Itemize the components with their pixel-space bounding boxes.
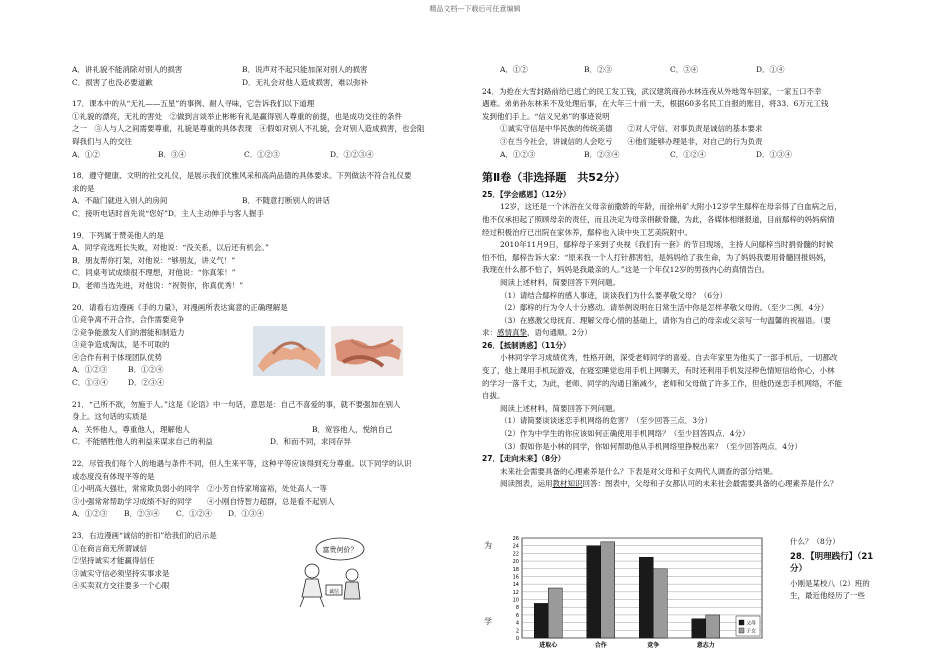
y-tick-label: 0 [515, 636, 519, 642]
q20-opt-a[interactable]: A．①②③ [72, 365, 108, 375]
q24-opt-a[interactable]: A．①②③ [500, 149, 536, 159]
q25-sub-3-cont [482, 327, 882, 340]
q27-read-post: 回答：图表中，父母和子女都认可的未来社会最需要具备的心理素养是什么？ [582, 479, 838, 489]
q17-options [72, 149, 467, 162]
y-tick-label: 12 [512, 589, 519, 596]
legend-label: 父母 [746, 620, 757, 627]
q22-options [72, 508, 467, 521]
q25-sub-2: （2）鄢梓的行为令人十分感动。请举例说明在日常生活中你是怎样孝敬父母的。（至少二例．4分） [500, 303, 829, 313]
q21-options-2 [72, 436, 467, 449]
q26-sub-1: （1）请简要谈谈迷恋手机网络的危害？（至少回答三点．3分） [500, 416, 713, 426]
right-column [482, 64, 882, 491]
side-char-wei: 为 [484, 541, 492, 550]
bar-children [706, 615, 720, 638]
q19-opt-a[interactable]: A．同学竞选班长失败，对他说：“没关系，以后还有机会。” [72, 243, 269, 253]
q23-opt-a[interactable]: A．①② [500, 65, 528, 74]
x-tick-label: 竞争 [647, 642, 660, 649]
q26-para: 的学习一落千丈，为此，老师、同学的沟通日渐减少，老师和父母做了许多工作，但他仍迷恋手机网络，不能 [482, 378, 842, 388]
q23-item: ②坚持诚实才能赢得信任 [72, 556, 155, 566]
survey-bar-chart [500, 534, 770, 652]
q22-opt-b[interactable]: B．②③④ [124, 509, 160, 519]
x-tick-label: 进取心 [539, 642, 558, 649]
q16-opt-a[interactable]: A．讲礼貌不能消除对别人的损害 [72, 65, 183, 74]
x-tick-label: 合作 [594, 642, 607, 649]
q23-item: ③诚实守信必须坚持实事求是 [72, 568, 170, 578]
q26-sub-2: （2）作为中学生的你应该如何正确使用手机网络？（至少回答四点．4分） [500, 429, 750, 439]
x-tick-label: 意志力 [696, 642, 715, 649]
q24-stem: 发到他们手上。“信义兄弟”的事迹说明 [482, 111, 610, 121]
q25-para: 他不仅承担起了照顾母亲的责任，而且决定为母亲捐献骨髓，为此，各媒体相继报道，目前鄢梓的妈妈病情 [482, 214, 835, 224]
q18-opt-b[interactable]: B．不随意打断别人的讲话 [242, 196, 331, 206]
q26-read: 阅读上述材料，简要回答下列问题。 [500, 403, 620, 413]
q16-opt-b[interactable]: B．说声对不起只能加深对别人的损害 [242, 65, 368, 74]
q24-opt-b[interactable]: B．②③④ [584, 149, 620, 159]
q22-opt-c[interactable]: C．①②④ [176, 509, 212, 519]
q27-read-pre: 阅读图表，运用 [500, 479, 553, 489]
q21-opt-b[interactable]: B．宽容他人，悦纳自己 [312, 424, 393, 434]
q18-opt-d[interactable]: D．主人主动伸手与客人握手 [167, 208, 264, 218]
q25-para: 经过积极治疗已出院在家休养，鄢梓也入读中央工艺美院附中。 [482, 227, 692, 237]
q26-para: 自拔。 [482, 391, 505, 401]
integrity-cartoon [294, 535, 370, 609]
q18-options [72, 195, 467, 208]
q20-stem: 20．请看右边漫画《手的力量》，对漫画所表达寓意的正确理解是 [72, 302, 288, 312]
bar-parents [639, 557, 653, 638]
q22-opt-d[interactable]: D．①③④ [228, 509, 265, 519]
bar-parents [587, 546, 601, 638]
q26-para: 小林同学学习成绩优秀，性格开朗，深受老师同学的喜爱。自去年家里为他买了一部手机后，一切都改 [500, 353, 838, 363]
q24-stem: 24．为抢在大雪封路前给已逃亡的民工发工钱，武汉建筑商孙水林连夜从外地驾车回家，一家五口不幸 [482, 86, 822, 96]
cartoon-bubble-text: 富贵何价？ [322, 546, 358, 554]
q16-opt-c[interactable]: C．损害了也没必要道歉 [72, 77, 153, 87]
q24-item: ①诚实守信是中华民族的传统美德 ②对人守信、对事负责是诚信的基本要求 [500, 124, 763, 134]
q18-opt-a[interactable]: A．不敲门就进入别人的房间 [72, 196, 168, 206]
q18-opt-c[interactable]: C．接听电话时首先说“您好” [72, 208, 168, 218]
bar-children [653, 569, 667, 638]
y-tick-label: 16 [512, 574, 519, 581]
q21-stem: 身上。这句话的实质是 [72, 412, 147, 422]
q27-read-underline: 教材知识 [552, 479, 583, 489]
q23-options [482, 64, 882, 77]
q21-opt-d[interactable]: D．和而不同，求同存异 [270, 437, 352, 447]
q18-stem: 18．遵守健康、文明的社交礼仪，是展示我们优雅风采和高尚品德的具体要求。下列做法不符合礼仪要 [72, 171, 412, 181]
hands-illustration [253, 326, 403, 376]
q19-opt-c[interactable]: C．同桌考试成绩很不理想，对他说：“你真笨！” [72, 268, 236, 278]
q16-opt-d[interactable]: D．无礼会对他人造成损害，难以弥补 [242, 77, 369, 87]
cartoon-sign-text: 诚信 [328, 589, 340, 595]
q26-sub-3: （3）假如你是小林的同学，你如何帮助他从手机网络里挣脱出来？（至少回答两点．4分） [500, 441, 803, 451]
q19-opt-d[interactable]: D．老师当选先进，对他说：“祝贺你，你真优秀！” [72, 280, 244, 290]
q26-para: 变了，他上课用手机玩游戏，在寝室睡觉也用手机上网聊天，有时还利用手机发淫秽色情短信给你心，小林 [482, 366, 835, 376]
q20-item: ③竞争造成淘汰，是不可取的 [72, 340, 170, 350]
q20-opt-b[interactable]: B．①②④ [128, 365, 164, 375]
q20-opt-c[interactable]: C．①③④ [72, 378, 108, 388]
q17-stem: 之一 ③人与人之间需要尊重，礼貌是尊重的具体表现 ④假如对别人不礼貌，会对别人造成损害，也会阻 [72, 124, 425, 134]
q20-item: ②竞争能激发人们的潜能和制造力 [72, 327, 185, 337]
y-tick-label: 2 [515, 628, 519, 635]
bar-children [548, 588, 562, 638]
q25-req-post: ，语句通顺。2分） [527, 328, 592, 338]
side-char-xue: 学 [484, 617, 492, 626]
q17-stem: 碍我们与人的交往 [72, 136, 132, 146]
q21-options [72, 424, 467, 437]
q24-item: ③在当今社会，讲诚信的人会吃亏 ④他们能够办理是非，对自己的行为负责 [500, 136, 763, 146]
y-tick-label: 4 [515, 620, 519, 627]
q23-item: ①在商言商无所谓诚信 [72, 543, 147, 553]
q23-opt-b[interactable]: B．②③ [584, 65, 613, 74]
q25-req-underline: 感情真挚 [497, 328, 527, 338]
legend-swatch [739, 620, 744, 625]
q16-options [72, 64, 467, 77]
q28-title: 28．【明理践行】（21分） [790, 551, 874, 575]
q17-opt-c[interactable]: C．①②③ [244, 149, 280, 159]
q21-stem: 21．“己所不欲，勿施于人。”这是《论语》中一句话，意思是：自己不喜爱的事，就不要强加在别人 [72, 399, 401, 409]
q23-opt-d[interactable]: D．①④ [756, 65, 785, 74]
q25-para: 怕不怕，鄢梓告诉大家：“原来我一个人打针都害怕，是妈妈给了我生命，为了妈妈我要用骨髓回报妈妈， [482, 252, 831, 262]
q25-sub-1: （1）请结合鄢梓的感人事迹，谈谈我们为什么要孝敬父母？（6分） [500, 290, 728, 300]
q24-options [482, 149, 882, 162]
bar-parents [692, 619, 706, 638]
q17-stem: ①礼貌的漂亮，无礼的害处 ②做到言谈举止彬彬有礼是赢得别人尊重的前提，也是成功交往的条件 [72, 111, 402, 121]
q17-opt-b[interactable]: B．③④ [158, 149, 187, 159]
q19-opt-b[interactable]: B．朋友帮你打架，对他说：“够朋友，讲义气！” [72, 255, 236, 265]
q22-item: ③小强常常帮助学习成绩不好的同学 ④小刚自恃智力超群，总是看不起别人 [72, 496, 335, 506]
q17-opt-d[interactable]: D．①②③④ [330, 149, 374, 159]
y-tick-label: 18 [512, 566, 519, 573]
q21-opt-a[interactable]: A．关怀他人，尊重他人，理解他人 [72, 424, 190, 434]
q25-req-pre: 求： [482, 328, 497, 338]
q18-options-2 [72, 208, 467, 221]
q24-opt-c[interactable]: C．①②④ [670, 149, 706, 159]
y-tick-label: 26 [512, 536, 519, 542]
y-tick-label: 10 [512, 597, 519, 604]
q24-stem: 遇难。弟弟孙东林来不及处理后事，在大年三十前一天，根据60多名民工自报的账目，将33．6万元工钱 [482, 99, 829, 109]
y-tick-label: 8 [515, 605, 519, 612]
bar-children [601, 542, 615, 638]
q17-opt-a[interactable]: A．①② [72, 149, 100, 159]
q25-sub-3: （3）在感激父母抚育、理解父母心情的基础上，请你为自己的母亲或父亲写一句温馨的祝福语。（要 [500, 315, 832, 325]
y-tick-label: 14 [512, 582, 519, 589]
section-2-title: 第Ⅱ卷（非选择题 共52分） [482, 171, 626, 185]
q24-opt-d[interactable]: D．①③④ [756, 149, 793, 159]
q27-side-note [790, 536, 882, 603]
q22-item: ①小明高大强壮，常常欺负弱小的同学 ②小芳自恃家境富裕，处处高人一等 [72, 484, 327, 494]
q22-opt-a[interactable]: A．①②③ [72, 509, 108, 519]
q16-options-2 [72, 77, 467, 90]
q20-options-2 [72, 377, 467, 390]
q19-stem: 19．下列属于赞美他人的是 [72, 230, 165, 240]
q22-stem: 或态度没有体现平等的是 [72, 471, 155, 481]
q22-stem: 22．尽管我们每个人的地遇与条件不同，但人生来平等，这种平等应该得到充分尊重。以下同学的认识 [72, 459, 412, 469]
q20-item: ①竞争离不开合作，合作需要竞争 [72, 315, 185, 325]
q25-title: 25．【学会感恩】（12分） [482, 189, 571, 199]
legend-swatch [739, 628, 744, 633]
page-header: 精品文档---下载后可任意编辑 [429, 5, 521, 13]
q20-opt-d[interactable]: D．②③④ [128, 378, 165, 388]
q28-text: 小刚是某校八（2）班的生，最近他经历了一些 [790, 578, 870, 601]
q27-side-note-text: 什么？（8分） [790, 537, 840, 546]
y-tick-label: 22 [512, 551, 519, 558]
q26-title: 26．【抵制诱惑】（11分） [482, 340, 571, 350]
y-tick-label: 24 [512, 543, 519, 550]
q27-intro: 未来社会需要具备的心理素养是什么？下表是对父母和子女两代人调查的部分结果。 [500, 466, 778, 476]
q25-para: 我现在什么都不怕了，妈妈是我最亲的人。”这是一个年仅12岁的男孩内心的真情告白。 [482, 265, 770, 275]
q21-opt-c[interactable]: C．不能牺牲他人的利益来谋求自己的利益 [72, 437, 213, 447]
q20-item: ④合作有利于体现团队优势 [72, 352, 162, 362]
q23-stem: 23．右边漫画“诚信的折扣”给我们的启示是 [72, 531, 217, 540]
q27-title: 27．【走向未来】（8分） [482, 454, 566, 464]
legend-label: 子女 [746, 628, 757, 635]
q17-stem: 17．课本中的从“无礼——五星”的事例、耐人寻味，它告诉我们以下道理 [72, 99, 315, 109]
q18-stem: 求的是 [72, 183, 95, 193]
q25-para: 2010年11月9日，鄢梓母子来到了央视《我们有一套》的节目现场，主持人问鄢梓当时捐骨髓的时候 [500, 240, 834, 250]
q23-opt-c[interactable]: C．③④ [670, 65, 699, 74]
q25-para: 12岁，这还是一个沐浴在父母亲前撒娇的年龄，而徐州矿大附小12岁学生鄢梓在母亲得了白血病之后， [500, 202, 842, 212]
q25-read: 阅读上述材料，简要回答下列问题。 [500, 277, 620, 287]
bar-parents [534, 603, 548, 638]
q27-read [482, 478, 882, 491]
y-tick-label: 20 [512, 559, 519, 566]
q23-item: ④买卖双方交往要多一个心眼 [72, 581, 170, 591]
y-tick-label: 6 [515, 612, 519, 619]
